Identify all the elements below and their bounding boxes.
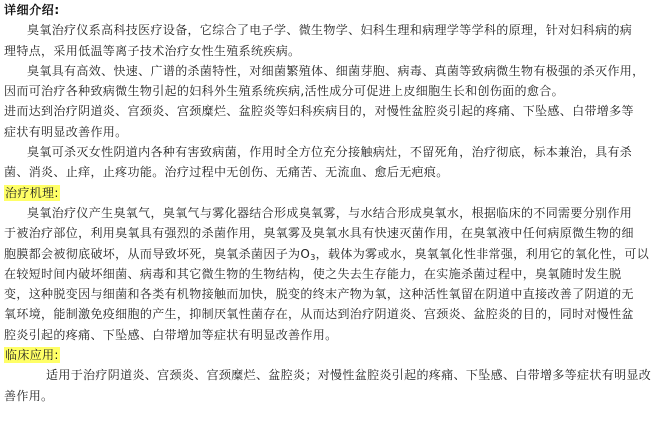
paragraph-line: 适用于治疗阴道炎、宫颈炎、宫颈糜烂、盆腔炎；对慢性盆腔炎引起的疼痛、下坠感、白带增多等症状有明显改 <box>46 368 652 383</box>
clinical-heading: 临床应用: <box>5 348 59 363</box>
paragraph-line: 症状有明显改善作用。 <box>4 124 128 139</box>
paragraph-line: 菌、消炎、止痒，止疼功能。治疗过程中无创伤、无痛苦、无流血、愈后无疤痕。 <box>4 165 449 180</box>
mechanism-heading-row <box>4 183 656 203</box>
paragraph-line: 臭氧治疗仪产生臭氧气，臭氧气与雾化器结合形成臭氧雾，与水结合形成臭氧水，根据临床的不同需要分别作用 <box>27 205 633 220</box>
paragraph-line: 因而可治疗各种致病微生物引起的妇科外生殖系统疾病,活性成分可促进上皮细胞生长和创伤面的愈合。 <box>4 84 564 99</box>
paragraph-line: 臭氧治疗仪系高科技医疗设备，它综合了电子学、微生物学、妇科生理和病理学等学科的原理，针对妇科病的病 <box>27 23 633 38</box>
paragraph-line: 臭氧可杀灭女性阴道内各种有害致病菌，作用时全方位充分接触病灶，不留死角，治疗彻底，标本兼治，具有杀 <box>27 145 633 160</box>
paragraph-line: 臭氧具有高效、快速、广谱的杀菌特性，对细菌繁殖体、细菌芽胞、病毒、真菌等致病微生物有极强的杀灭作用， <box>27 63 645 78</box>
o3-subscript: 3 <box>310 252 316 262</box>
paragraph-line: 腔炎引起的疼痛、下坠感、白带增加等症状有明显改善作用。 <box>4 327 338 342</box>
paragraph-line: 在较短时间内破坏细菌、病毒和其它微生物的生物结构，使之失去生存能力，在实施杀菌过程中，臭氧随时发生脱 <box>4 266 622 281</box>
paragraph-line: 进而达到治疗阴道炎、宫颈炎、宫颈糜烂、盆腔炎等妇科疾病目的，对慢性盆腔炎引起的疼痛、下坠感、白带增多等 <box>4 104 634 119</box>
paragraph-line: 善作用。 <box>4 388 54 403</box>
paragraph-line: 氧环境，能制激免疫细胞的产生，抑制厌氧性菌存在，从而达到治疗阴道炎、宫颈炎、盆腔炎的目的，同时对慢性盆 <box>4 307 634 322</box>
paragraph-line: 变，这种脱变因与细菌和各类有机物接触而加快，脱变的终末产物为氧，这种活性氧留在阴道中直接改善了阴道的无 <box>4 287 634 302</box>
paragraph-line: 理特点，采用低温等离子技术治疗女性生殖系统疾病。 <box>4 43 301 58</box>
intro-heading: 详细介绍: <box>4 3 60 17</box>
mechanism-heading: 治疗机理: <box>5 185 59 200</box>
o3-lead-text: 胞膜都会被彻底破坏，从而导致坏死，臭氧杀菌因子为O <box>4 246 311 261</box>
o3-tail-text: ，载体为雾或水，臭氧氧化性非常强，利用它的氧化性，可以 <box>315 246 650 261</box>
clinical-heading-row <box>4 345 656 365</box>
paragraph-line <box>4 244 656 264</box>
paragraph-line: 于被治疗部位，利用臭氧具有强烈的杀菌作用，臭氧雾及臭氧水具有快速灭菌作用，在臭氧液中任何病原微生物的细 <box>4 226 634 241</box>
